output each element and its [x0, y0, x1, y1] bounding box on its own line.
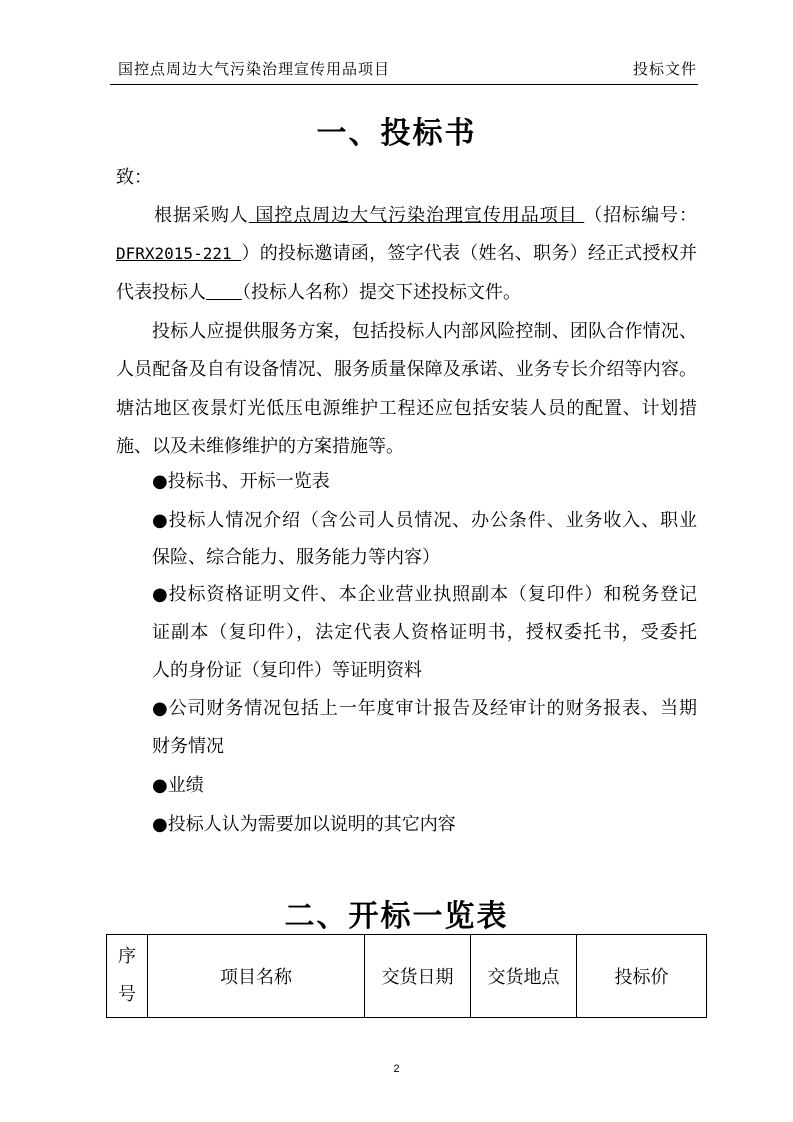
- header-project-name: 项目名称: [148, 935, 365, 1018]
- paragraph-line: 施、以及未维修维护的方案措施等。: [116, 436, 404, 457]
- text: 代表投标人: [116, 282, 206, 303]
- table-header-row: [107, 935, 707, 1018]
- bid-summary-table: [106, 934, 707, 1018]
- page-number: 2: [393, 1063, 400, 1075]
- text: ）的投标邀请函，签字代表（姓名、职务）经正式授权并: [241, 243, 698, 264]
- section-title-bid-letter: 一、投标书: [316, 116, 477, 151]
- header-delivery-place: 交货地点: [471, 935, 577, 1018]
- bullet-item-cont: 证副本（复印件），法定代表人资格证明书，授权委托书，受委托: [152, 622, 697, 643]
- header-seq: [107, 935, 148, 1018]
- bullet-item: ●投标人情况介绍（含公司人员情况、办公条件、业务收入、职业: [152, 510, 697, 531]
- bullet-item: ●投标资格证明文件、本企业营业执照副本（复印件）和税务登记: [152, 584, 697, 605]
- bullet-item: ●投标人认为需要加以说明的其它内容: [152, 814, 456, 835]
- salutation: 致：: [116, 167, 152, 188]
- text: 号: [118, 984, 136, 1005]
- paragraph-line: 人员配备及自有设备情况、服务质量保障及承诺、业务专长介绍等内容。: [116, 359, 697, 380]
- header-bid-price: 投标价: [577, 935, 707, 1018]
- text: （招标编号：: [584, 205, 697, 226]
- bullet-item-cont: 人的身份证（复印件）等证明资料: [152, 660, 422, 681]
- bidder-name-blank: [206, 282, 242, 303]
- tender-number: DFRX2015-221: [116, 244, 242, 263]
- project-name: 国控点周边大气污染治理宣传用品项目: [248, 205, 585, 226]
- paragraph-line: 塘沽地区夜景灯光低压电源维护工程还应包括安装人员的配置、计划措: [116, 398, 697, 419]
- text: 序: [118, 946, 136, 967]
- text: （投标人名称）提交下述投标文件。: [242, 282, 521, 303]
- bullet-item-cont: 财务情况: [152, 736, 224, 757]
- paragraph-line: 投标人应提供服务方案，包括投标人内部风险控制、团队合作情况、: [152, 321, 697, 342]
- bullet-item: ●业绩: [152, 775, 204, 796]
- paragraph-line: [116, 243, 697, 265]
- header-delivery-date: 交货日期: [365, 935, 471, 1018]
- header-divider: [110, 84, 698, 85]
- bullet-item-cont: 保险、综合能力、服务能力等内容）: [152, 547, 440, 568]
- paragraph-line: [116, 205, 697, 227]
- text: 根据采购人: [154, 205, 249, 226]
- paragraph-line: [116, 282, 521, 304]
- bullet-item: ●投标书、开标一览表: [152, 471, 330, 492]
- header-doc-title: 国控点周边大气污染治理宣传用品项目: [118, 60, 391, 78]
- header-doc-type: 投标文件: [632, 60, 697, 78]
- bullet-item: ●公司财务情况包括上一年度审计报告及经审计的财务报表、当期: [152, 698, 697, 719]
- section-title-bid-summary: 二、开标一览表: [284, 899, 509, 934]
